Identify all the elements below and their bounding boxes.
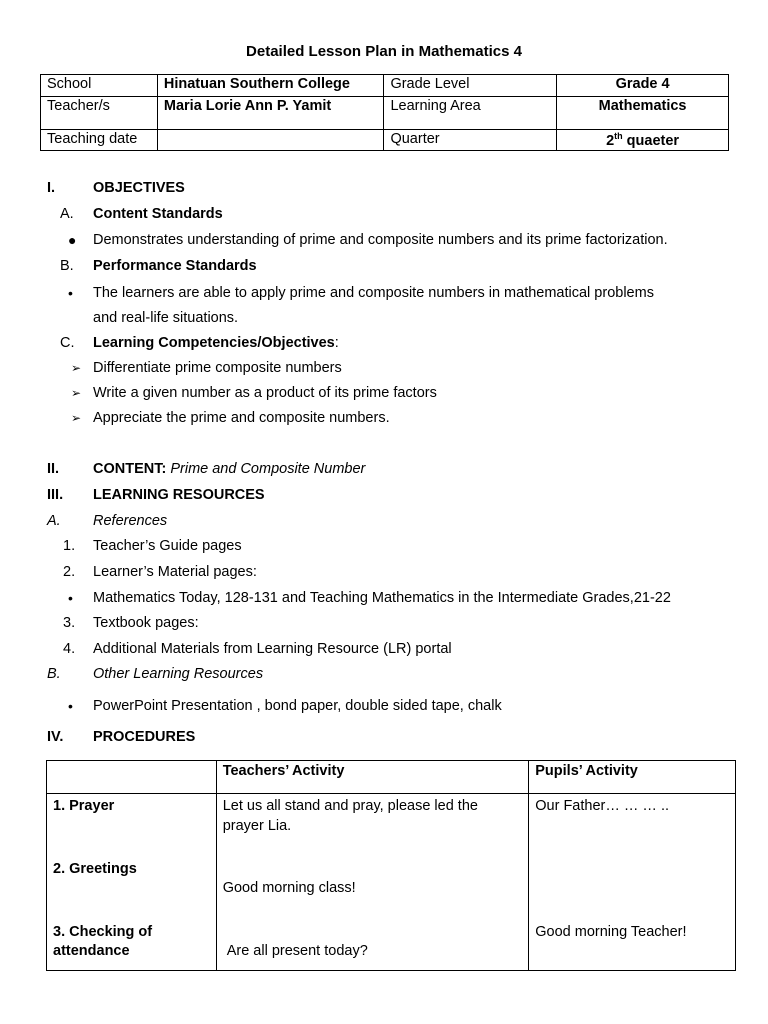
grade-level-label: Grade Level bbox=[384, 75, 557, 97]
section-number-content: II. bbox=[47, 461, 60, 477]
quarter-text: quaeter bbox=[622, 132, 680, 149]
procedure-steps-cell bbox=[47, 794, 217, 971]
procedures-header-row bbox=[47, 761, 736, 794]
teacher-greeting: Good morning class! bbox=[222, 880, 356, 896]
reference-item: Teacher’s Guide pages bbox=[93, 538, 242, 554]
references-title: References bbox=[93, 513, 168, 529]
procedures-body-row bbox=[47, 794, 736, 971]
reference-marker: 3. bbox=[63, 615, 76, 631]
content-line bbox=[93, 461, 365, 477]
reference-marker: • bbox=[68, 590, 73, 606]
bullet-icon: • bbox=[68, 285, 73, 301]
teacher-prayer-line1: Let us all stand and pray, please led the bbox=[222, 798, 478, 814]
competencies-title: Learning Competencies/Objectives bbox=[93, 335, 335, 351]
bullet-icon: • bbox=[68, 698, 73, 714]
pupil-greeting: Good morning Teacher! bbox=[535, 924, 687, 940]
reference-marker: 1. bbox=[63, 538, 76, 554]
content-standards-title: Content Standards bbox=[93, 206, 223, 222]
reference-item: Learner’s Material pages: bbox=[93, 564, 257, 580]
info-row-school bbox=[41, 75, 729, 97]
section-heading-objectives: OBJECTIVES bbox=[93, 180, 185, 196]
performance-standards-title: Performance Standards bbox=[93, 258, 257, 274]
teaching-date-label: Teaching date bbox=[41, 130, 158, 151]
arrow-bullet-icon: ➢ bbox=[71, 411, 82, 425]
arrow-bullet-icon: ➢ bbox=[71, 361, 82, 375]
bullet-icon: ● bbox=[68, 232, 77, 248]
quarter-value bbox=[557, 130, 729, 151]
grade-level-value: Grade 4 bbox=[557, 75, 729, 97]
teacher-activity-cell bbox=[216, 794, 529, 971]
procedures-header-empty bbox=[47, 761, 217, 794]
competency-item: Differentiate prime composite numbers bbox=[93, 360, 342, 376]
competency-item: Appreciate the prime and composite numbers. bbox=[93, 410, 390, 426]
section-number-procedures: IV. bbox=[47, 729, 64, 745]
teacher-prayer-line2: prayer Lia. bbox=[222, 818, 292, 834]
pupils-activity-header: Pupils’ Activity bbox=[529, 761, 736, 794]
other-resources-title: Other Learning Resources bbox=[93, 666, 264, 682]
reference-item: Additional Materials from Learning Resource (LR) portal bbox=[93, 641, 452, 657]
pupil-activity-cell bbox=[529, 794, 736, 971]
step-attendance-line1: 3. Checking of bbox=[53, 924, 153, 940]
content-value: Prime and Composite Number bbox=[166, 461, 366, 477]
competency-item: Write a given number as a product of its prime factors bbox=[93, 385, 437, 401]
step-prayer: 1. Prayer bbox=[53, 798, 115, 814]
subsection-letter-a: A. bbox=[60, 206, 74, 222]
document-title: Detailed Lesson Plan in Mathematics 4 bbox=[246, 43, 522, 60]
teaching-date-value bbox=[157, 130, 384, 151]
school-value: Hinatuan Southern College bbox=[157, 75, 384, 97]
competencies-colon: : bbox=[334, 335, 339, 351]
performance-standards-line2: and real-life situations. bbox=[93, 310, 239, 326]
teachers-activity-header: Teachers’ Activity bbox=[216, 761, 529, 794]
section-number-objectives: I. bbox=[47, 180, 56, 196]
reference-item: Textbook pages: bbox=[93, 615, 199, 631]
reference-item: Mathematics Today, 128-131 and Teaching Mathematics in the Intermediate Grades,21-22 bbox=[93, 590, 671, 606]
section-number-resources: III. bbox=[47, 487, 64, 503]
procedures-table bbox=[46, 760, 736, 971]
school-label: School bbox=[41, 75, 158, 97]
lesson-info-table bbox=[40, 74, 729, 151]
quarter-ordinal: th bbox=[614, 131, 623, 141]
quarter-label: Quarter bbox=[384, 130, 557, 151]
learning-area-value: Mathematics bbox=[557, 97, 729, 130]
learning-area-label: Learning Area bbox=[384, 97, 557, 130]
section-heading-resources: LEARNING RESOURCES bbox=[93, 487, 265, 503]
teacher-attendance: Are all present today? bbox=[226, 943, 368, 959]
teacher-label: Teacher/s bbox=[41, 97, 158, 130]
subsection-letter-b: B. bbox=[60, 258, 74, 274]
info-row-teacher bbox=[41, 97, 729, 130]
subsection-letter-c: C. bbox=[60, 335, 75, 351]
teacher-value: Maria Lorie Ann P. Yamit bbox=[157, 97, 384, 130]
resources-letter-b: B. bbox=[47, 666, 61, 682]
content-standards-text: Demonstrates understanding of prime and composite numbers and its prime factorization. bbox=[93, 232, 668, 248]
step-attendance-line2: attendance bbox=[53, 943, 130, 959]
info-row-date bbox=[41, 130, 729, 151]
pupil-prayer: Our Father… … … .. bbox=[535, 798, 669, 814]
section-heading-procedures: PROCEDURES bbox=[93, 729, 196, 745]
resources-letter-a: A. bbox=[47, 513, 61, 529]
arrow-bullet-icon: ➢ bbox=[71, 386, 82, 400]
reference-marker: 4. bbox=[63, 641, 76, 657]
quarter-number: 2 bbox=[606, 132, 615, 149]
performance-standards-line1: The learners are able to apply prime and composite numbers in mathematical problems bbox=[93, 285, 654, 301]
step-greetings: 2. Greetings bbox=[53, 861, 137, 877]
reference-marker: 2. bbox=[63, 564, 76, 580]
other-resources-text: PowerPoint Presentation , bond paper, double sided tape, chalk bbox=[93, 698, 502, 714]
content-label: CONTENT: bbox=[93, 461, 167, 477]
competencies-heading bbox=[93, 335, 339, 351]
